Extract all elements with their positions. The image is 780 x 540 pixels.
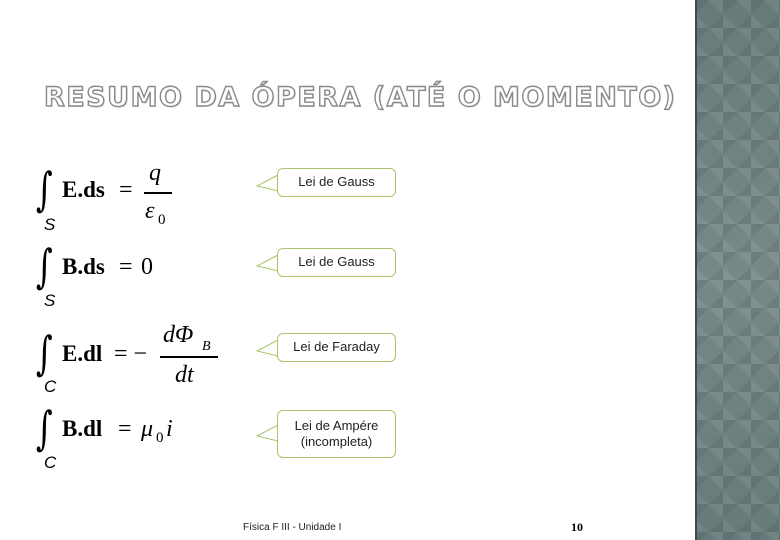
denominator-subscript: 0 <box>158 212 166 228</box>
integral-sign: ∫ <box>36 401 53 455</box>
callout-ampere <box>277 410 396 458</box>
callout-label: Lei de Gauss <box>298 174 375 190</box>
equation-lhs: B.ds <box>62 254 105 279</box>
equals-sign: = <box>119 177 133 203</box>
fraction-numerator: dΦ <box>163 322 194 348</box>
equals-sign: = <box>118 416 132 442</box>
slide-title: RESUMO DA ÓPERA (ATÉ O MOMENTO) <box>44 82 677 113</box>
callout-label: Lei de Gauss <box>298 254 375 270</box>
callout-gauss-magnetic <box>277 248 396 277</box>
equals-sign: = <box>119 254 133 280</box>
fraction-denominator: ε <box>145 198 155 224</box>
equation-lhs: E.ds <box>62 177 105 202</box>
slide-footer: Física F III - Unidade I <box>243 522 342 533</box>
callout-label-line2: (incompleta) <box>300 434 373 449</box>
integral-domain: C <box>44 377 57 396</box>
numerator-subscript: B <box>202 339 211 354</box>
integral-sign: ∫ <box>36 162 53 216</box>
equation-lhs: B.dl <box>62 416 103 441</box>
page-number: 10 <box>571 520 583 534</box>
equation-rhs: 0 <box>141 254 153 280</box>
callout-label: Lei de Faraday <box>293 339 380 355</box>
mu-subscript: 0 <box>156 430 164 446</box>
integral-sign: ∫ <box>36 239 53 293</box>
decorative-side-panel <box>695 0 780 540</box>
integral-domain: S <box>44 291 56 310</box>
fraction-denominator: dt <box>175 362 194 388</box>
current-symbol: i <box>166 416 173 442</box>
integral-domain: S <box>44 215 56 234</box>
integral-sign: ∫ <box>36 326 53 380</box>
integral-domain: C <box>44 453 57 472</box>
mu-symbol: μ <box>141 416 154 442</box>
fraction-numerator: q <box>149 160 161 186</box>
callout-gauss-electric <box>277 168 396 197</box>
callout-faraday <box>277 333 396 362</box>
callout-label-line1: Lei de Ampére <box>294 417 379 433</box>
equals-minus-sign: = − <box>114 341 148 367</box>
equation-lhs: E.dl <box>62 341 103 366</box>
